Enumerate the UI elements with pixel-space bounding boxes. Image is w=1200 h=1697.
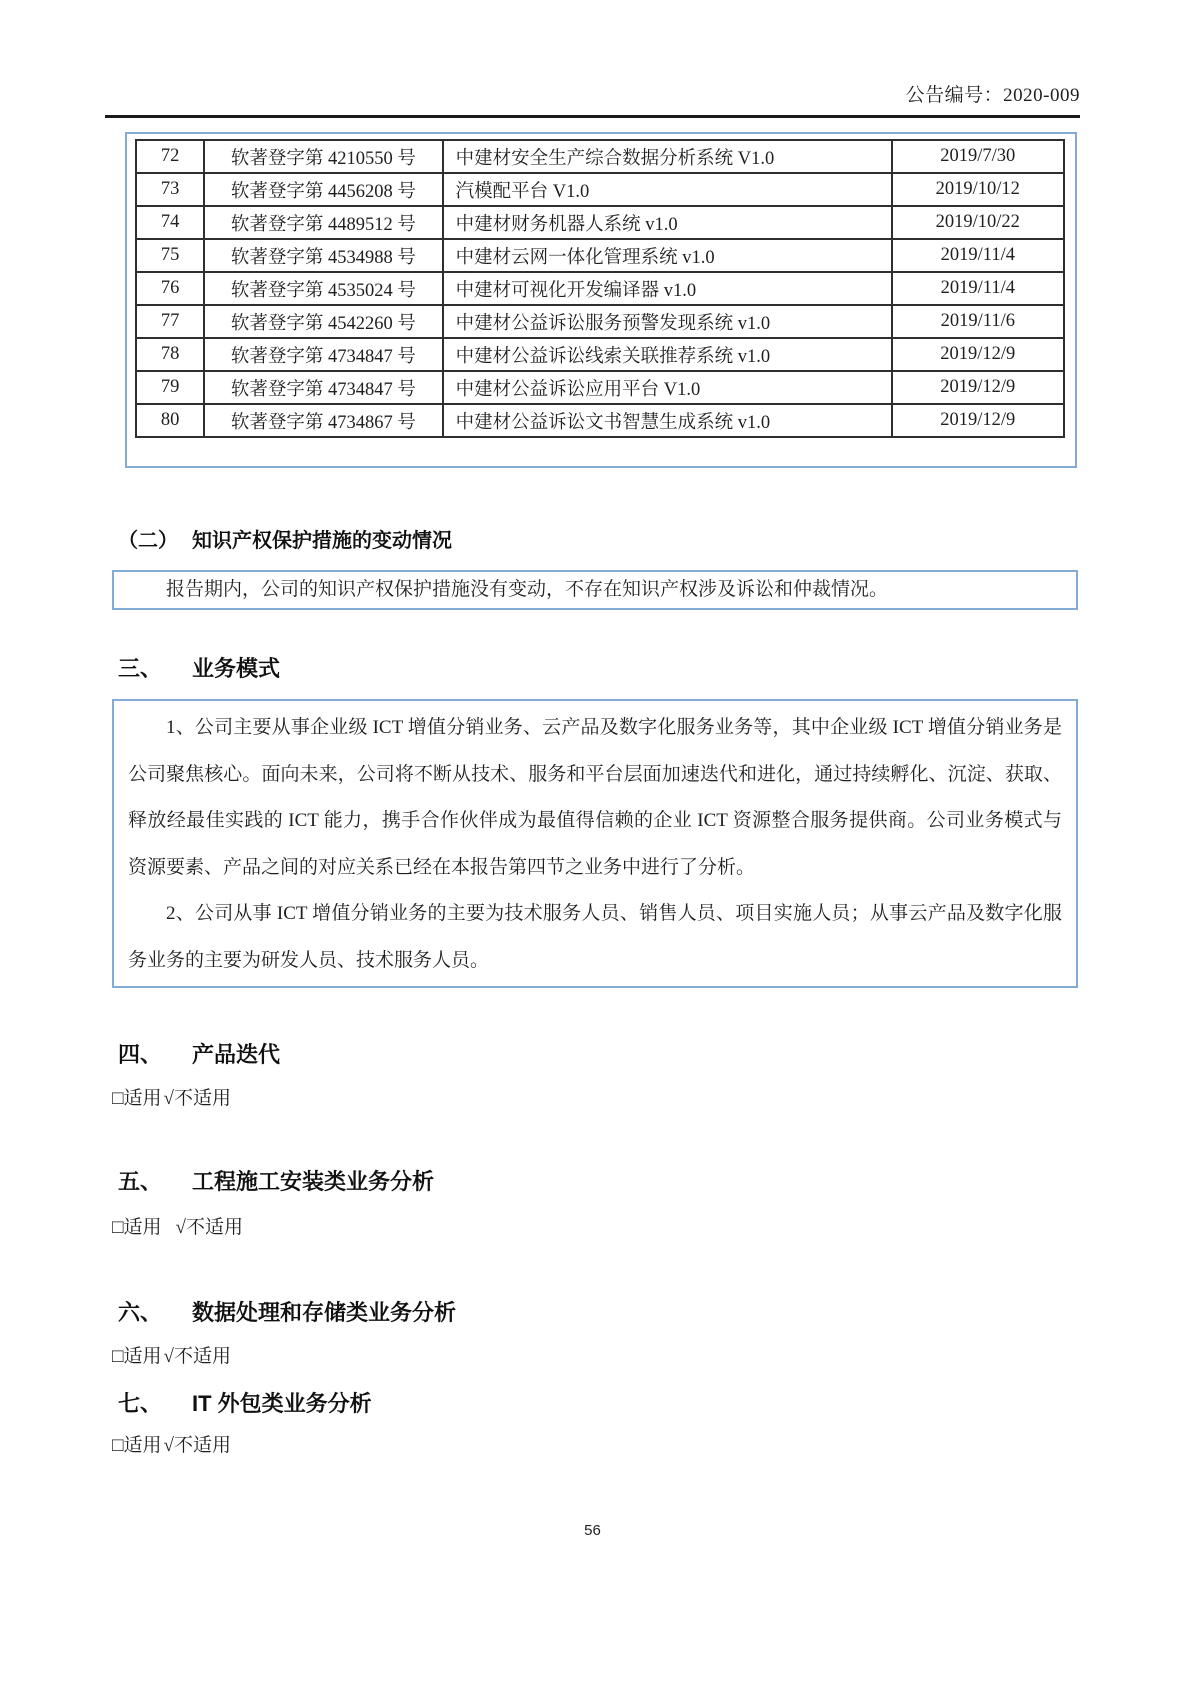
registration-date-cell: 2019/12/9 [892, 371, 1064, 404]
section-title: IT 外包类业务分析 [192, 1391, 372, 1417]
header-rule [105, 115, 1080, 118]
registration-date-cell: 2019/7/30 [892, 140, 1064, 173]
registration-no-cell: 软著登字第 4456208 号 [204, 173, 443, 206]
check-icon: √ [163, 1435, 174, 1457]
not-applicable-label: 不适用 [173, 1346, 231, 1368]
registration-date-cell: 2019/11/6 [892, 305, 1064, 338]
data-processing-storage-applicability [112, 1345, 1080, 1369]
registration-no-cell: 软著登字第 4535024 号 [204, 272, 443, 305]
document-page [105, 0, 1080, 1539]
checkbox-unchecked-icon: □ [112, 1217, 124, 1239]
table-row [136, 338, 1064, 371]
section-number: 七、 [118, 1391, 163, 1417]
serial-cell: 77 [136, 305, 204, 338]
product-iteration-applicability [112, 1087, 1080, 1111]
business-model-box [112, 699, 1078, 988]
table-row [136, 305, 1064, 338]
it-outsourcing-applicability [112, 1434, 1080, 1458]
table-row [136, 173, 1064, 206]
section-title: 产品迭代 [192, 1042, 281, 1068]
applicable-label: 适用 [123, 1217, 162, 1239]
registration-no-cell: 软著登字第 4734867 号 [204, 404, 443, 437]
applicable-label: 适用 [123, 1435, 162, 1457]
section-number: 五、 [118, 1169, 163, 1195]
check-icon: √ [163, 1088, 174, 1110]
registration-no-cell: 软著登字第 4734847 号 [204, 338, 443, 371]
registration-no-cell: 软著登字第 4534988 号 [204, 239, 443, 272]
registration-date-cell: 2019/12/9 [892, 404, 1064, 437]
table-row [136, 404, 1064, 437]
announcement-number: 公告编号：2020-009 [905, 85, 1080, 106]
applicable-label: 适用 [123, 1346, 162, 1368]
serial-cell: 73 [136, 173, 204, 206]
registration-date-cell: 2019/11/4 [892, 239, 1064, 272]
applicable-label: 适用 [123, 1088, 162, 1110]
software-name-cell: 中建材可视化开发编译器 v1.0 [443, 272, 892, 305]
business-model-paragraph-2: 2、公司从事 ICT 增值分销业务的主要为技术服务人员、销售人员、项目实施人员；从事云产品及数字化服务业务的主要为研发人员、技术服务人员。 [128, 903, 1062, 971]
ip-protection-statement: 报告期内，公司的知识产权保护措施没有变动，不存在知识产权涉及诉讼和仲裁情况。 [166, 579, 889, 600]
software-name-cell: 汽模配平台 V1.0 [443, 173, 892, 206]
serial-cell: 74 [136, 206, 204, 239]
section-heading-business-model [118, 652, 1080, 683]
not-applicable-label: 不适用 [173, 1088, 231, 1110]
section-title: 工程施工安装类业务分析 [192, 1169, 435, 1195]
software-copyright-table [135, 139, 1065, 438]
page-header [105, 0, 1080, 107]
not-applicable-label: 不适用 [185, 1217, 243, 1239]
table-row [136, 272, 1064, 305]
check-icon: √ [175, 1217, 186, 1239]
software-name-cell: 中建材公益诉讼服务预警发现系统 v1.0 [443, 305, 892, 338]
registration-no-cell: 软著登字第 4734847 号 [204, 371, 443, 404]
checkbox-unchecked-icon: □ [112, 1088, 124, 1110]
section-number: 三、 [118, 656, 163, 681]
section-title: 知识产权保护措施的变动情况 [192, 530, 452, 552]
registration-date-cell: 2019/11/4 [892, 272, 1064, 305]
serial-cell: 80 [136, 404, 204, 437]
page-number: 56 [584, 1522, 601, 1540]
table-row [136, 239, 1064, 272]
section-title: 数据处理和存储类业务分析 [192, 1300, 457, 1326]
checkbox-unchecked-icon: □ [112, 1346, 124, 1368]
serial-cell: 72 [136, 140, 204, 173]
section-heading-product-iteration [118, 1038, 1080, 1069]
software-name-cell: 中建材公益诉讼线索关联推荐系统 v1.0 [443, 338, 892, 371]
registration-no-cell: 软著登字第 4489512 号 [204, 206, 443, 239]
table-row [136, 140, 1064, 173]
section-number: 四、 [118, 1042, 163, 1068]
section-heading-construction-installation [118, 1165, 1080, 1196]
checkbox-unchecked-icon: □ [112, 1435, 124, 1457]
table-row [136, 206, 1064, 239]
software-name-cell: 中建材财务机器人系统 v1.0 [443, 206, 892, 239]
ip-protection-statement-box [112, 570, 1078, 610]
software-name-cell: 中建材公益诉讼应用平台 V1.0 [443, 371, 892, 404]
not-applicable-label: 不适用 [173, 1435, 231, 1457]
software-name-cell: 中建材公益诉讼文书智慧生成系统 v1.0 [443, 404, 892, 437]
software-name-cell: 中建材云网一体化管理系统 v1.0 [443, 239, 892, 272]
serial-cell: 76 [136, 272, 204, 305]
section-heading-data-processing-storage [118, 1296, 1080, 1327]
registration-date-cell: 2019/12/9 [892, 338, 1064, 371]
section-heading-ip-protection-changes [118, 524, 1080, 553]
section-heading-it-outsourcing [118, 1387, 1080, 1418]
software-name-cell: 中建材安全生产综合数据分析系统 V1.0 [443, 140, 892, 173]
serial-cell: 79 [136, 371, 204, 404]
serial-cell: 78 [136, 338, 204, 371]
registration-date-cell: 2019/10/12 [892, 173, 1064, 206]
registration-date-cell: 2019/10/22 [892, 206, 1064, 239]
section-title: 业务模式 [192, 656, 281, 681]
registration-no-cell: 软著登字第 4542260 号 [204, 305, 443, 338]
software-copyright-table-frame [125, 132, 1077, 468]
check-icon: √ [163, 1346, 174, 1368]
serial-cell: 75 [136, 239, 204, 272]
construction-installation-applicability [112, 1216, 1080, 1240]
section-number: 六、 [118, 1300, 163, 1326]
registration-no-cell: 软著登字第 4210550 号 [204, 140, 443, 173]
table-row [136, 371, 1064, 404]
section-number: （二） [118, 530, 178, 552]
business-model-paragraph-1: 1、公司主要从事企业级 ICT 增值分销业务、云产品及数字化服务业务等，其中企业级 ICT 增值分销业务是公司聚焦核心。面向未来，公司将不断从技术、服务和平台层面加速迭代和进化，通过持续孵化、沉淀、获取、释放经最佳实践的 ICT 能力，携手合作伙伴成为最值得信赖的企业 ICT 资源整合服务提供商。公司业务模式与资源要素、产品之间的对应关系已经在本报告第四节之业务中进行了分析。 [128, 717, 1062, 878]
